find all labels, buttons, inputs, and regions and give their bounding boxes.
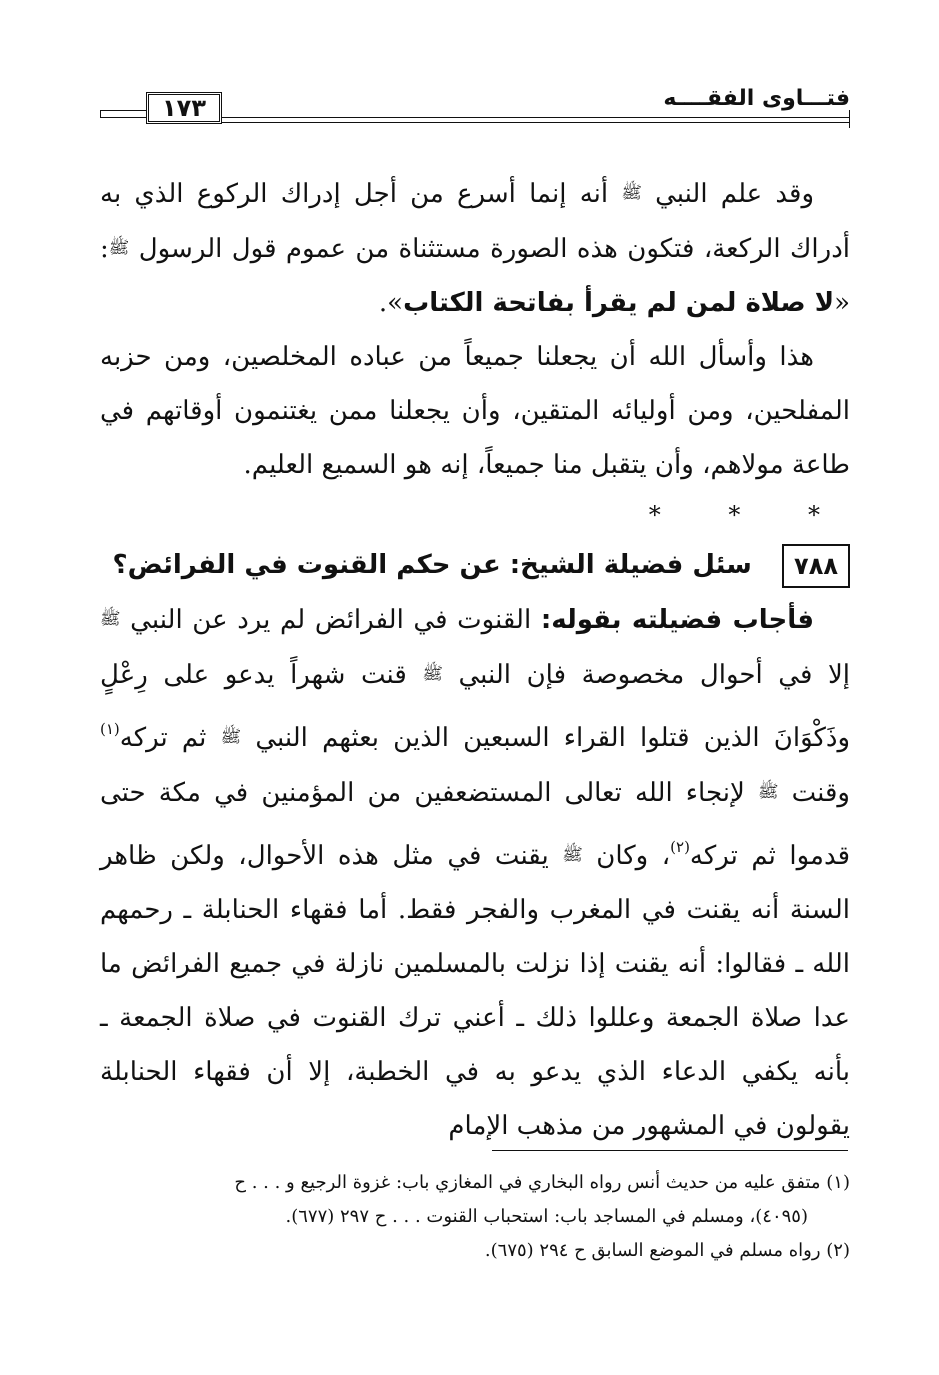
answer-lead: فأجاب فضيلته بقوله: bbox=[540, 605, 814, 635]
header-rule bbox=[100, 117, 146, 118]
question-heading bbox=[100, 538, 850, 592]
header-rule bbox=[222, 117, 850, 118]
question-text: سئل فضيلة الشيخ: عن حكم القنوت في الفرائض؟ bbox=[112, 550, 752, 580]
question-number: ٧٨٨ bbox=[782, 544, 850, 588]
footnote-2: (٢) رواه مسلم في الموضع السابق ح ٢٩٤ (٦٧٥). bbox=[484, 1240, 850, 1261]
footnotes bbox=[100, 1166, 850, 1268]
footnote-1: (١) متفق عليه من حديث أنس رواه البخاري في المغازي باب: غزوة الرجيع و . . . ح bbox=[234, 1172, 850, 1193]
answer-paragraph: فأجاب فضيلته بقوله: القنوت في الفرائض لم يرد عن النبي ﷺ إلا في أحوال مخصوصة فإن النبي ﷺ قنت شهراً يدعو على رِعْلٍ وذَكْوَانَ الذين قتلوا القراء السبعين الذين بعثهم النبي ﷺ ثم تركه$^{(١)}$ وقنت ﷺ لإنجاء الله تعالى المستضعفين من المؤمنين في مكة حتى قدموا ثم تركه$^{(٢)}$، وكان ﷺ يقنت في مثل هذه الأحوال، ولكن ظاهر السنة أنه يقنت في المغرب والفجر فقط. أما فقهاء الحنابلة ـ رحمهم الله ـ فقالوا: أنه يقنت إذا نزلت بالمسلمين نازلة في جميع الفرائض ما عدا صلاة الجمعة وعللوا ذلك ـ أعني ترك القنوت في صلاة الجمعة ـ بأنه يكفي الدعاء الذي يدعو به في الخطبة، إلا أن فقهاء الحنابلة يقولون في المشهور من مذهب الإمام bbox=[100, 605, 851, 1141]
salla-symbol: ﷺ bbox=[108, 238, 130, 258]
paragraph-conclusion: وقد علم النبي ﷺ أنه إنما أسرع من أجل إدراك الركوع الذي به أدراك الركعة، فتكون هذه الصورة مستثناة من عموم قول الرسول ﷺ: «لا صلاة لمن لم يقرأ بفاتحة الكتاب». bbox=[100, 179, 851, 318]
running-header bbox=[100, 86, 850, 136]
footnote-divider bbox=[492, 1150, 848, 1151]
salla-symbol: ﷺ bbox=[422, 664, 443, 684]
section-separator: * * * bbox=[648, 501, 850, 529]
book-title: فتـــاوى الفقــــه bbox=[663, 86, 850, 111]
salla-symbol: ﷺ bbox=[621, 183, 642, 203]
salla-symbol: ﷺ bbox=[100, 609, 121, 629]
footnote-1-continued: (٤٠٩٥)، ومسلم في المساجد باب: استحباب القنوت . . . ح ٢٩٧ (٦٧٧). bbox=[285, 1206, 808, 1227]
paragraph-dua: هذا وأسأل الله أن يجعلنا جميعاً من عباده المخلصين، ومن حزبه المفلحين، ومن أوليائه المتقين، وأن يجعلنا ممن يغتنمون أوقاتهم في طاعة مولاهم، وأن يتقبل منا جميعاً، إنه هو السميع العليم. bbox=[100, 342, 850, 480]
footnote-marker: (١) bbox=[100, 720, 120, 738]
main-text bbox=[100, 166, 850, 1153]
salla-symbol: ﷺ bbox=[562, 845, 583, 865]
header-rule bbox=[100, 110, 101, 118]
header-rule bbox=[849, 110, 850, 128]
salla-symbol: ﷺ bbox=[220, 727, 242, 747]
header-rule bbox=[100, 110, 146, 111]
hadith-quote: لا صلاة لمن لم يقرأ بفاتحة الكتاب bbox=[403, 288, 835, 318]
page-number: ١٧٣ bbox=[146, 92, 222, 124]
header-rule bbox=[222, 122, 850, 123]
footnote-marker: (٢) bbox=[670, 838, 690, 856]
salla-symbol: ﷺ bbox=[757, 782, 779, 802]
